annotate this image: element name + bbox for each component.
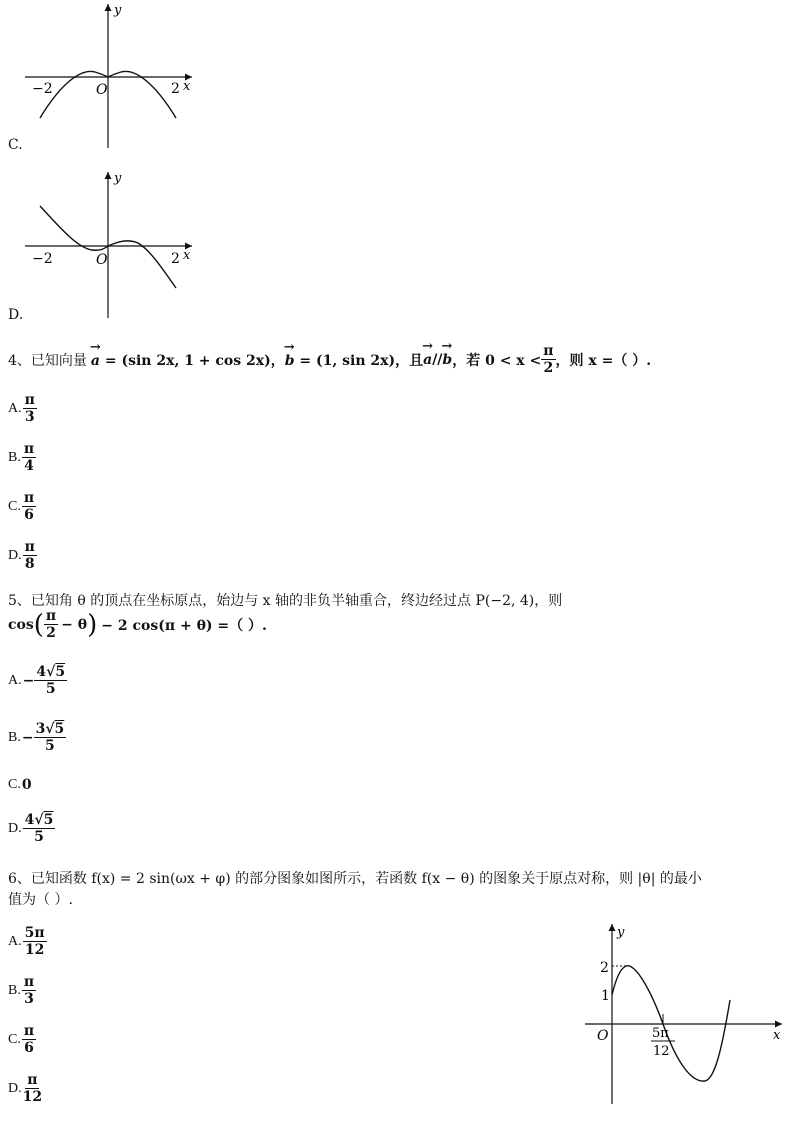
q6-option-b[interactable]: B. $\frac{\pi}{3}$ [8,974,35,1007]
q4-option-b[interactable]: B. $\frac{\pi}{4}$ [8,441,35,474]
origin-label: O [597,1028,609,1044]
tick-num: 5π [652,1026,669,1041]
option-d-label: D. [8,307,24,323]
q5-option-c[interactable]: C. 0 [8,777,32,793]
tick-den: 12 [653,1044,670,1059]
q6-option-c[interactable]: C. $\frac{\pi}{6}$ [8,1023,35,1056]
x-label: x [773,1028,781,1043]
q6-option-a[interactable]: A. $\frac{5\pi}{12}$ [8,925,45,958]
q6-graph [580,918,785,1108]
q5-stem-line1: 5、已知角 θ 的顶点在坐标原点，始边与 x 轴的非负半轴重合，终边经过点 P(−2, 4)，则 [8,593,563,609]
y-max-label: 2 [600,960,609,976]
q4-option-d[interactable]: D. $\frac{\pi}{8}$ [8,539,35,572]
q6-stem-line1: 6、已知函数 f(x) = 2 sin(ωx + φ) 的部分图象如图所示，若函数 f(x − θ) 的图象关于原点对称，则 |θ| 的最小 [8,871,702,887]
x-label: x [183,79,191,94]
y-label: y [617,925,625,940]
q6-stem-line2: 值为（ ）. [8,892,73,908]
q4-option-c[interactable]: C. $\frac{\pi}{6}$ [8,490,35,523]
q5-option-a[interactable]: A. − $\frac{4√5}{5}$ [8,664,66,697]
q4-stem: 4、已知向量 → a = (sin 2x, 1 + cos 2x)， → b = (1, sin 2x)，且 → a//→ b ，若 0 < x < $\frac{\pi}{2}$ ，则 x =（ ）. [8,343,651,376]
vector-b: → b [285,353,295,369]
x-neg-label: −2 [32,81,53,97]
x-pos-label: 2 [171,81,180,97]
graph-option-c [20,0,200,150]
y-label: y [114,171,122,186]
y-label: y [114,3,122,18]
x-neg-label: −2 [32,251,53,267]
y-one-label: 1 [601,988,610,1004]
option-c-label: C. [8,137,23,153]
x-label: x [183,248,191,263]
origin-label: O [96,82,108,98]
vector-a: → a [91,353,100,369]
graph-option-d [20,168,200,320]
q4-option-a[interactable]: A. $\frac{\pi}{3}$ [8,392,35,425]
x-pos-label: 2 [171,251,180,267]
q5-option-d[interactable]: D. $\frac{4√5}{5}$ [8,812,54,845]
q5-stem-line2: cos ( $\frac{\pi}{2}$ − θ ) − 2 cos(π + θ) =（ ）. [8,608,267,641]
q6-option-d[interactable]: D. $\frac{\pi}{12}$ [8,1072,43,1105]
origin-label: O [96,252,108,268]
q5-option-b[interactable]: B. − $\frac{3√5}{5}$ [8,721,65,754]
